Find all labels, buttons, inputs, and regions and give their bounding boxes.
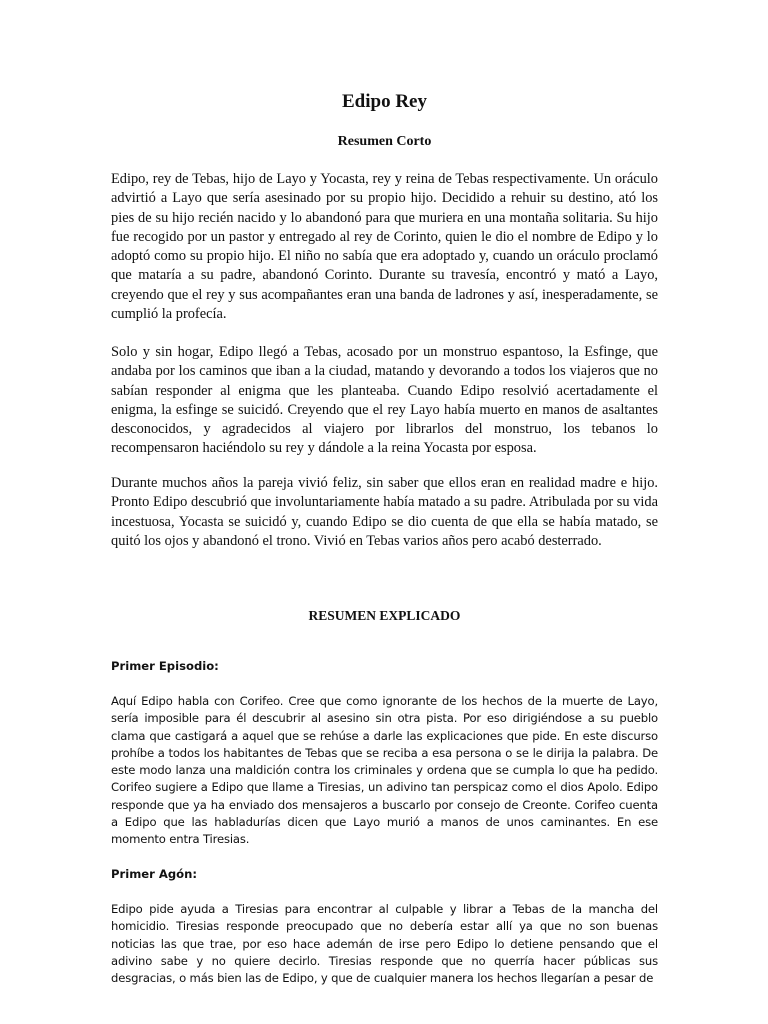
document-title: Edipo Rey — [342, 91, 427, 112]
document-subtitle: Resumen Corto — [337, 134, 432, 149]
episode-paragraph: Aquí Edipo habla con Corifeo. Cree que como ignorante de los hechos de la muerte de Layo, sería imposible para él descubrir al asesino sin otra pista. Por eso dirigiéndose a su pueblo clama que castigará a aquel que se rehúse a darle las explicaciones que pide. En este discurso prohíbe a todos los habitantes de Tebas que se reciba a esa persona o se le dirija la palabra. De este modo lanza una maldición contra los criminales y ordena que se cumpla lo que ha pedido. Corifeo sugiere a Edipo que llame a Tiresias, un adivino tan perspicaz como el dios Apolo. Edipo responde que ya ha enviado dos mensajeros a buscarlo por consejo de Creonte. Corifeo cuenta a Edipo que las habladurías dicen que Layo murió a manos de unos caminantes. En ese momento entra Tiresias. — [111, 694, 658, 847]
episode-heading: Primer Episodio: — [111, 659, 219, 673]
summary-paragraph: Edipo, rey de Tebas, hijo de Layo y Yocasta, rey y reina de Tebas respectivamente. Un oráculo advirtió a Layo que sería asesinado por su propio hijo. Decidido a rehuir su destino, ató los pies de su hijo recién nacido y lo abandonó para que muriera en una montaña solitaria. Su hijo fue recogido por un pastor y entregado al rey de Corinto, quien le dio el nombre de Edipo y lo adoptó como su propio hijo. El niño no sabía que era adoptado y, cuando un oráculo proclamó que mataría a su padre, abandonó Corinto. Durante su travesía, encontró y mató a Layo, creyendo que el rey y sus acompañantes eran una banda de ladrones y así, inesperadamente, se cumplió la profecía. — [111, 171, 658, 323]
document-page — [111, 0, 658, 1024]
episode-heading: Primer Agón: — [111, 867, 198, 881]
section-title: RESUMEN EXPLICADO — [308, 608, 461, 623]
summary-paragraph: Solo y sin hogar, Edipo llegó a Tebas, acosado por un monstruo espantoso, la Esfinge, que andaba por los caminos que iban a la ciudad, matando y devorando a todos los viajeros que no sabían responder al enigma que les planteaba. Cuando Edipo resolvió acertadamente el enigma, la esfinge se suicidó. Creyendo que el rey Layo había muerto en manos de asaltantes desconocidos, y agradecidos al viajero por librarlos del monstruo, los tebanos lo recompensaron haciéndolo su rey y dándole a la reina Yocasta por esposa. — [111, 344, 658, 457]
episode-paragraph: Edipo pide ayuda a Tiresias para encontrar al culpable y librar a Tebas de la mancha del homicidio. Tiresias responde preocupado que no debería estar allí ya que no son buenas noticias las que trae, por eso hace ademán de irse pero Edipo lo detiene pensando que el adivino sabe y no quiere decirlo. Tiresias responde que no querría hacer públicas sus desgracias, o más bien las de Edipo, y que de cualquier manera los hechos llegarían a pesar de — [111, 902, 658, 986]
summary-paragraph: Durante muchos años la pareja vivió feliz, sin saber que ellos eran en realidad madre e hijo. Pronto Edipo descubrió que involuntariamente había matado a su padre. Atribulada por su vida incestuosa, Yocasta se suicidó y, cuando Edipo se dio cuenta de que ella se había matado, se quitó los ojos y abandonó el trono. Vivió en Tebas varios años pero acabó desterrado. — [111, 475, 658, 549]
